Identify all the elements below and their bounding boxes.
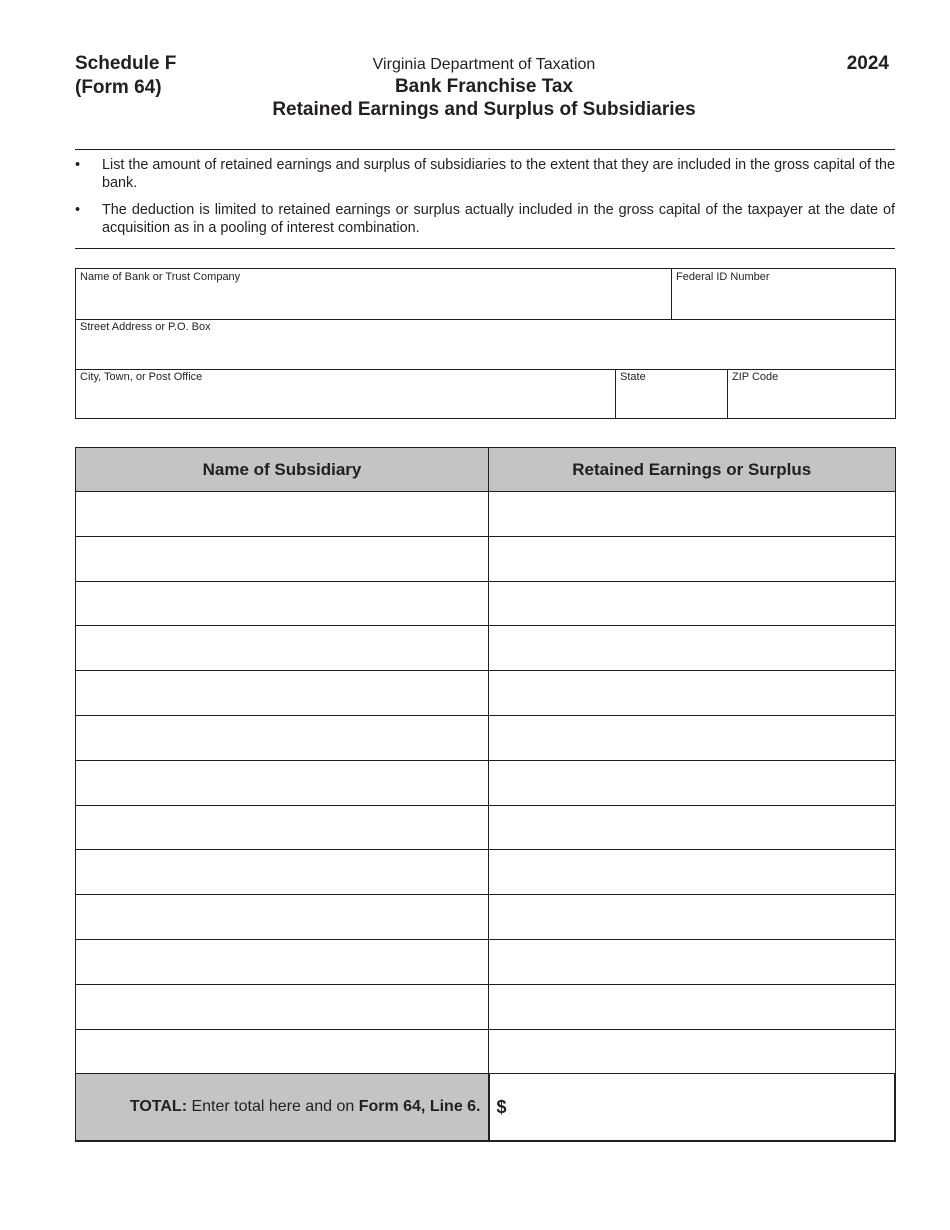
form-title: Bank Franchise Tax bbox=[394, 76, 574, 97]
subsidiary-name-cell[interactable] bbox=[76, 984, 489, 1029]
schedule-name: Schedule F bbox=[75, 53, 177, 74]
federal-id-field[interactable] bbox=[672, 269, 895, 319]
retained-earnings-cell[interactable] bbox=[489, 536, 896, 581]
bottom-divider bbox=[75, 248, 895, 249]
retained-earnings-cell[interactable] bbox=[489, 850, 896, 895]
table-header-row bbox=[76, 448, 896, 492]
retained-earnings-cell[interactable] bbox=[489, 715, 896, 760]
table-row bbox=[76, 984, 896, 1029]
table-row bbox=[76, 1029, 896, 1074]
subsidiary-name-cell[interactable] bbox=[76, 671, 489, 716]
retained-earnings-header: Retained Earnings or Surplus bbox=[489, 448, 896, 492]
bullet-point: • bbox=[75, 157, 81, 173]
retained-earnings-cell[interactable] bbox=[489, 895, 896, 940]
city-field[interactable] bbox=[76, 369, 615, 418]
zip-label: ZIP Code bbox=[732, 371, 779, 383]
total-label bbox=[76, 1074, 489, 1142]
currency-symbol: $ bbox=[496, 1096, 507, 1117]
subsidiary-name-header: Name of Subsidiary bbox=[76, 448, 489, 492]
instruction-item bbox=[75, 156, 895, 192]
table-row bbox=[76, 671, 896, 716]
subsidiary-name-cell[interactable] bbox=[76, 850, 489, 895]
bank-info-box bbox=[75, 268, 896, 419]
subsidiary-name-cell[interactable] bbox=[76, 626, 489, 671]
instructions bbox=[75, 156, 895, 246]
department-name: Virginia Department of Taxation bbox=[372, 56, 596, 73]
state-label: State bbox=[620, 371, 646, 383]
total-form-reference: Form 64, Line 6. bbox=[358, 1098, 481, 1116]
retained-earnings-cell[interactable] bbox=[489, 581, 896, 626]
bullet-point: • bbox=[75, 202, 81, 218]
form-number: (Form 64) bbox=[75, 77, 162, 98]
table-row bbox=[76, 581, 896, 626]
bank-name-label: Name of Bank or Trust Company bbox=[80, 271, 241, 283]
table-row bbox=[76, 895, 896, 940]
retained-earnings-cell[interactable] bbox=[489, 1029, 896, 1074]
subsidiary-table bbox=[75, 447, 896, 1142]
street-address-label: Street Address or P.O. Box bbox=[80, 321, 211, 333]
retained-earnings-cell[interactable] bbox=[489, 760, 896, 805]
total-row bbox=[76, 1074, 896, 1142]
bank-name-field[interactable] bbox=[76, 269, 671, 319]
state-field[interactable] bbox=[616, 369, 727, 418]
table-row bbox=[76, 626, 896, 671]
table-row bbox=[76, 715, 896, 760]
form-heading bbox=[0, 55, 950, 121]
subsidiary-name-cell[interactable] bbox=[76, 760, 489, 805]
subsidiary-name-cell[interactable] bbox=[76, 895, 489, 940]
zip-field[interactable] bbox=[728, 369, 895, 418]
subsidiary-name-cell[interactable] bbox=[76, 715, 489, 760]
subsidiary-name-cell[interactable] bbox=[76, 939, 489, 984]
subsidiary-name-cell[interactable] bbox=[76, 536, 489, 581]
street-address-field[interactable] bbox=[76, 319, 895, 369]
federal-id-label: Federal ID Number bbox=[676, 271, 770, 283]
table-row bbox=[76, 805, 896, 850]
form-subtitle: Retained Earnings and Surplus of Subsidiaries bbox=[272, 99, 696, 120]
table-row bbox=[76, 536, 896, 581]
retained-earnings-cell[interactable] bbox=[489, 626, 896, 671]
retained-earnings-cell[interactable] bbox=[489, 805, 896, 850]
table-row bbox=[76, 760, 896, 805]
retained-earnings-cell[interactable] bbox=[489, 984, 896, 1029]
subsidiary-name-cell[interactable] bbox=[76, 581, 489, 626]
retained-earnings-cell[interactable] bbox=[489, 939, 896, 984]
total-bold-label: TOTAL: bbox=[129, 1098, 188, 1116]
table-row bbox=[76, 939, 896, 984]
city-label: City, Town, or Post Office bbox=[80, 371, 203, 383]
retained-earnings-cell[interactable] bbox=[489, 492, 896, 537]
total-amount-field[interactable] bbox=[489, 1074, 896, 1142]
instruction-item bbox=[75, 201, 895, 237]
instruction-text: The deduction is limited to retained earnings or surplus actually included in the gross capital of the taxpayer at the date of acquisition as in a pooling of interest combination. bbox=[102, 202, 895, 236]
subsidiary-name-cell[interactable] bbox=[76, 492, 489, 537]
tax-year: 2024 bbox=[846, 53, 889, 74]
total-instruction: Enter total here and on bbox=[187, 1098, 359, 1116]
table-body bbox=[76, 492, 896, 1074]
table-row bbox=[76, 850, 896, 895]
top-divider bbox=[75, 149, 895, 150]
table-row bbox=[76, 492, 896, 537]
retained-earnings-cell[interactable] bbox=[489, 671, 896, 716]
subsidiary-name-cell[interactable] bbox=[76, 805, 489, 850]
instruction-text: List the amount of retained earnings and surplus of subsidiaries to the extent that they are included in the gross capital of the bank. bbox=[102, 157, 895, 191]
subsidiary-name-cell[interactable] bbox=[76, 1029, 489, 1074]
